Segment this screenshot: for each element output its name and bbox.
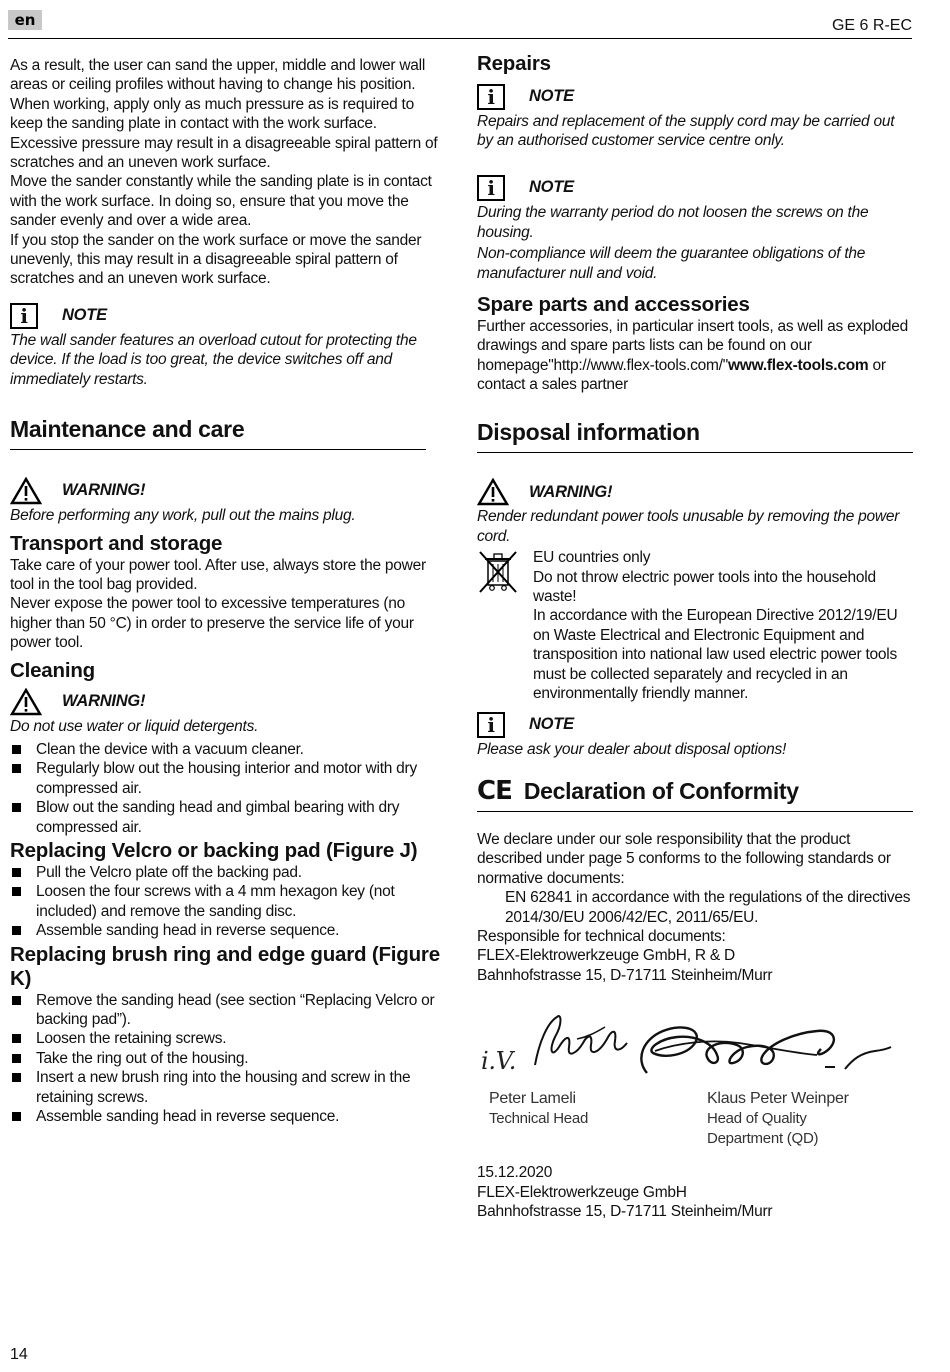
- list-item: Insert a new brush ring into the housing and screw in the retaining screws.: [10, 1068, 442, 1107]
- note-text: The wall sander features an overload cutout for protecting the device. If the load is too great, the device switches off and immediately restarts.: [10, 331, 417, 388]
- note-label: NOTE: [62, 306, 107, 325]
- warning-header: [10, 687, 442, 717]
- list-item: Take the ring out of the housing.: [10, 1049, 442, 1068]
- note-text: Please ask your dealer about disposal options!: [477, 740, 787, 758]
- warning-header: [477, 477, 913, 507]
- info-icon: i: [477, 84, 505, 110]
- conformity-paragraph: FLEX-Elektrowerkzeuge GmbH, R & D: [477, 947, 735, 965]
- intro-paragraph: Move the sander constantly while the sanding plate is in contact with the work surface. In doing so, ensure that you move the sander evenly and over a wide area.: [10, 173, 432, 230]
- info-icon: i: [477, 712, 505, 738]
- section-title-velcro: Replacing Velcro or backing pad (Figure J): [10, 838, 418, 862]
- section-title-spare-parts: Spare parts and accessories: [477, 292, 750, 316]
- signatory-role: Technical Head: [489, 1110, 589, 1128]
- header-rule: [8, 38, 912, 39]
- section-title-conformity: [477, 777, 913, 812]
- transport-paragraph: Never expose the power tool to excessive temperatures (no higher than 50 °C) in order to preserve the service life of your power tool.: [10, 595, 414, 652]
- list-item: Regularly blow out the housing interior and motor with dry compressed air.: [10, 759, 442, 798]
- warning-text: Before performing any work, pull out the mains plug.: [10, 507, 356, 525]
- note-header: [477, 173, 913, 203]
- list-item: Assemble sanding head in reverse sequence.: [10, 1107, 442, 1126]
- note-text: During the warranty period do not loosen the screws on the housing.: [477, 203, 869, 242]
- brush-list: [10, 991, 442, 1127]
- signatory-role: Department (QD): [707, 1130, 819, 1148]
- cleaning-list: [10, 740, 442, 837]
- signatures-image: [477, 1003, 897, 1089]
- warning-triangle-icon: [10, 477, 42, 505]
- page-number: 14: [10, 1346, 28, 1363]
- section-title-cleaning: Cleaning: [10, 658, 95, 682]
- right-column: [477, 52, 913, 1221]
- spare-parts-text: Further accessories, in particular insert tools, as well as exploded drawings and spare parts lists can be found on our homepage"http://www.flex-tools.com/": [477, 317, 908, 374]
- conformity-title: Declaration of Conformity: [523, 777, 799, 804]
- eu-only-label: EU countries only: [533, 549, 651, 567]
- left-column: [10, 56, 442, 1126]
- homepage-link[interactable]: www.flex-tools.com: [727, 356, 869, 374]
- list-item: Pull the Velcro plate off the backing pad.: [10, 863, 442, 882]
- section-title-repairs: Repairs: [477, 52, 551, 75]
- velcro-list: [10, 863, 442, 941]
- declaration-company: FLEX-Elektrowerkzeuge GmbH: [477, 1183, 687, 1201]
- intro-paragraph: As a result, the user can sand the upper, middle and lower wall areas or ceiling profiles without having to change his position.: [10, 57, 426, 94]
- ce-mark-icon: CE: [477, 775, 512, 806]
- warning-header: [10, 476, 442, 506]
- iv-text: i.V.: [481, 1047, 517, 1076]
- section-title-maintenance: Maintenance and care: [10, 415, 426, 450]
- list-item: Blow out the sanding head and gimbal bearing with dry compressed air.: [10, 798, 442, 837]
- note-text: Non-compliance will deem the guarantee obligations of the manufacturer null and void.: [477, 244, 866, 283]
- eu-paragraph: In accordance with the European Directive 2012/19/EU on Waste Electrical and Electronic Equipment and transposition into national law used electric power tools must be collected separately and recycled in an environmentally friendly manner.: [533, 607, 898, 703]
- note-label: NOTE: [529, 87, 574, 106]
- warning-label: WARNING!: [62, 691, 146, 710]
- declaration-address: Bahnhofstrasse 15, D-71711 Steinheim/Murr: [477, 1202, 773, 1220]
- warning-text: Render redundant power tools unusable by removing the power cord.: [477, 508, 900, 545]
- note-label: NOTE: [529, 714, 574, 733]
- section-title-transport: Transport and storage: [10, 531, 223, 555]
- warning-triangle-icon: [477, 478, 509, 506]
- note-text: Repairs and replacement of the supply cord may be carried out by an authorised customer service centre only.: [477, 113, 895, 150]
- warning-label: WARNING!: [62, 481, 146, 500]
- declaration-date: 15.12.2020: [477, 1164, 553, 1182]
- model-name: GE 6 R-EC: [831, 17, 912, 34]
- list-item: Assemble sanding head in reverse sequence.: [10, 921, 442, 940]
- section-title-disposal: Disposal information: [477, 418, 913, 453]
- note-label: NOTE: [529, 178, 574, 197]
- conformity-paragraph: We declare under our sole responsibility that the product described under page 5 conforms to the following standards or normative documents:: [477, 830, 891, 887]
- signatory-name: Klaus Peter Weinper: [707, 1090, 849, 1108]
- signatory-1: [477, 1089, 707, 1149]
- note-header: [10, 301, 442, 331]
- list-item: Loosen the retaining screws.: [10, 1029, 442, 1048]
- eu-paragraph: Do not throw electric power tools into the household waste!: [533, 568, 876, 606]
- info-icon: i: [10, 303, 38, 329]
- list-item: Clean the device with a vacuum cleaner.: [10, 740, 442, 759]
- spare-parts-text: or contact a sales partner: [477, 356, 886, 394]
- conformity-paragraph: Bahnhofstrasse 15, D-71711 Steinheim/Murr: [477, 966, 773, 984]
- note-header: [477, 710, 913, 740]
- signatory-name: Peter Lameli: [489, 1090, 576, 1108]
- intro-paragraph: If you stop the sander on the work surface or move the sander unevenly, this may result in a disagreeable spiral pattern of scratches and an uneven work surface.: [10, 231, 422, 288]
- section-title-brush: Replacing brush ring and edge guard (Figure K): [10, 942, 440, 990]
- transport-paragraph: Take care of your power tool. After use, always store the power tool in the tool bag provided.: [10, 556, 426, 593]
- eu-disposal-block: [477, 548, 913, 703]
- conformity-paragraph: Responsible for technical documents:: [477, 927, 726, 945]
- list-item: Remove the sanding head (see section “Replacing Velcro or backing pad”).: [10, 991, 442, 1030]
- warning-text: Do not use water or liquid detergents.: [10, 717, 259, 735]
- eu-disposal-text: [533, 548, 913, 703]
- signatory-role: Head of Quality: [707, 1110, 807, 1128]
- list-item: Loosen the four screws with a 4 mm hexagon key (not included) and remove the sanding disc.: [10, 882, 442, 921]
- note-header: [477, 82, 913, 112]
- warning-label: WARNING!: [529, 482, 613, 501]
- signatory-2: [707, 1089, 849, 1149]
- language-tag: en: [8, 10, 42, 30]
- intro-paragraph: When working, apply only as much pressure as is required to keep the sanding plate in contact with the work surface. Excessive pressure may result in a disagreeable spiral pattern of scratches and an uneven work surface.: [10, 95, 438, 172]
- warning-triangle-icon: [10, 688, 42, 716]
- crossed-out-bin-icon: [477, 548, 519, 594]
- conformity-standards: EN 62841 in accordance with the regulations of the directives 2014/30/EU 2006/42/EC, 2011/65/EU.: [505, 889, 911, 926]
- info-icon: i: [477, 175, 505, 201]
- signatories: [477, 1089, 913, 1149]
- spare-parts-paragraph: [477, 317, 913, 395]
